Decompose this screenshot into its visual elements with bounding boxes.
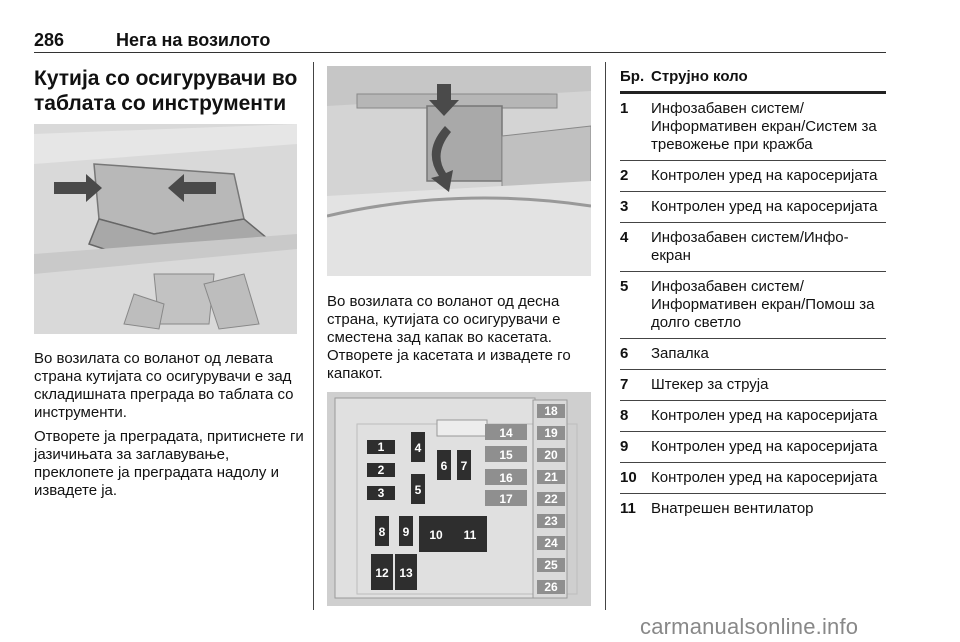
row-number: 1 bbox=[620, 100, 629, 117]
table-row bbox=[620, 494, 886, 524]
table-row bbox=[620, 272, 886, 339]
paragraph-rhd: Во возилата со воланот од десна страна, кутијата со осигурувачи е сместена зад капак во касетата. Отворете ја касетата и извадете го капакот. bbox=[327, 293, 571, 382]
row-circuit: Штекер за струја bbox=[651, 376, 769, 393]
table-row bbox=[620, 161, 886, 192]
row-number: 3 bbox=[620, 198, 629, 215]
row-circuit: Контролен уред на каросеријата bbox=[651, 167, 878, 184]
fuse-label-12: 12 bbox=[375, 566, 389, 580]
row-number: 9 bbox=[620, 438, 629, 455]
watermark: carmanualsonline.info bbox=[640, 614, 859, 639]
fuse-label-15: 15 bbox=[499, 448, 513, 462]
fuse-label-4: 4 bbox=[414, 441, 422, 455]
glovebox-rhd-illustration bbox=[327, 66, 591, 276]
fuse-label-18: 18 bbox=[544, 404, 558, 418]
fuse-label-11: 11 bbox=[463, 528, 477, 542]
row-circuit: Инфозабавен систем/Инфо- екран bbox=[651, 229, 849, 264]
fuse-label-13: 13 bbox=[399, 566, 413, 580]
fuse-label-21: 21 bbox=[544, 470, 558, 484]
paragraph-instructions: Отворете ја преградата, притиснете ги јазичињата за заглавување, преклопете ја преградата надолу и извадете ја. bbox=[34, 428, 304, 499]
fuse-label-17: 17 bbox=[499, 492, 513, 506]
table-row bbox=[620, 432, 886, 463]
fuse-label-1: 1 bbox=[377, 440, 385, 454]
fuse-label-19: 19 bbox=[544, 426, 558, 440]
row-circuit: Внатрешен вентилатор bbox=[651, 500, 814, 517]
page-header bbox=[34, 30, 886, 52]
table-row bbox=[620, 463, 886, 494]
row-circuit: Инфозабавен систем/ Информативен екран/Помош за долго светло bbox=[651, 278, 875, 331]
fuse-box-diagram bbox=[327, 392, 591, 606]
fuse-label-16: 16 bbox=[499, 471, 513, 485]
fuse-label-7: 7 bbox=[460, 459, 468, 473]
header-rule bbox=[34, 52, 886, 53]
fuse-label-23: 23 bbox=[544, 514, 558, 528]
glovebox-rhd-photo bbox=[327, 66, 591, 276]
fuse-label-24: 24 bbox=[544, 536, 558, 550]
fuse-label-20: 20 bbox=[544, 448, 558, 462]
table-row bbox=[620, 94, 886, 161]
table-row bbox=[620, 401, 886, 432]
table-row bbox=[620, 370, 886, 401]
chapter-title: Нега на возилото bbox=[116, 30, 271, 50]
glovebox-lhd-photo bbox=[34, 124, 297, 334]
row-circuit: Инфозабавен систем/ Информативен екран/Систем за тревожење при кражба bbox=[651, 100, 877, 153]
fuse-table bbox=[620, 62, 886, 524]
row-number: 8 bbox=[620, 407, 629, 424]
page-number: 286 bbox=[34, 30, 65, 50]
fuse-label-5: 5 bbox=[414, 483, 422, 497]
fuse-label-8: 8 bbox=[378, 525, 386, 539]
section-heading: Кутија со осигурувачи во таблата со инструменти bbox=[34, 67, 298, 115]
fuse-box-svg bbox=[327, 392, 591, 606]
table-row bbox=[620, 223, 886, 272]
fuse-label-3: 3 bbox=[377, 486, 385, 500]
fuse-label-9: 9 bbox=[402, 525, 410, 539]
fuse-label-14: 14 bbox=[499, 426, 513, 440]
glovebox-lhd-illustration bbox=[34, 124, 297, 334]
table-row bbox=[620, 192, 886, 223]
row-circuit: Контролен уред на каросеријата bbox=[651, 438, 878, 455]
row-circuit: Контролен уред на каросеријата bbox=[651, 407, 878, 424]
fuse-table-header bbox=[620, 62, 886, 94]
row-number: 6 bbox=[620, 345, 629, 362]
row-number: 2 bbox=[620, 167, 629, 184]
table-row bbox=[620, 339, 886, 370]
fuse-label-22: 22 bbox=[544, 492, 558, 506]
row-circuit: Запалка bbox=[651, 345, 709, 362]
fuse-label-2: 2 bbox=[377, 463, 385, 477]
column-divider-right bbox=[605, 62, 606, 610]
row-number: 4 bbox=[620, 229, 629, 246]
row-number: 11 bbox=[620, 500, 636, 517]
column-divider-left bbox=[313, 62, 314, 610]
header-number: Бр. bbox=[620, 68, 645, 85]
fuse-label-26: 26 bbox=[544, 580, 558, 594]
row-number: 10 bbox=[620, 469, 637, 486]
fuse-label-6: 6 bbox=[440, 459, 448, 473]
paragraph-lhd: Во возилата со воланот од левата страна кутијата со осигурувачи е зад складишната преграда во таблата со инструменти. bbox=[34, 350, 294, 421]
fuse-label-10: 10 bbox=[429, 528, 443, 542]
row-number: 7 bbox=[620, 376, 629, 393]
row-circuit: Контролен уред на каросеријата bbox=[651, 198, 878, 215]
header-circuit: Струјно коло bbox=[651, 68, 748, 85]
row-circuit: Контролен уред на каросеријата bbox=[651, 469, 878, 486]
fuse-label-25: 25 bbox=[544, 558, 558, 572]
row-number: 5 bbox=[620, 278, 629, 295]
